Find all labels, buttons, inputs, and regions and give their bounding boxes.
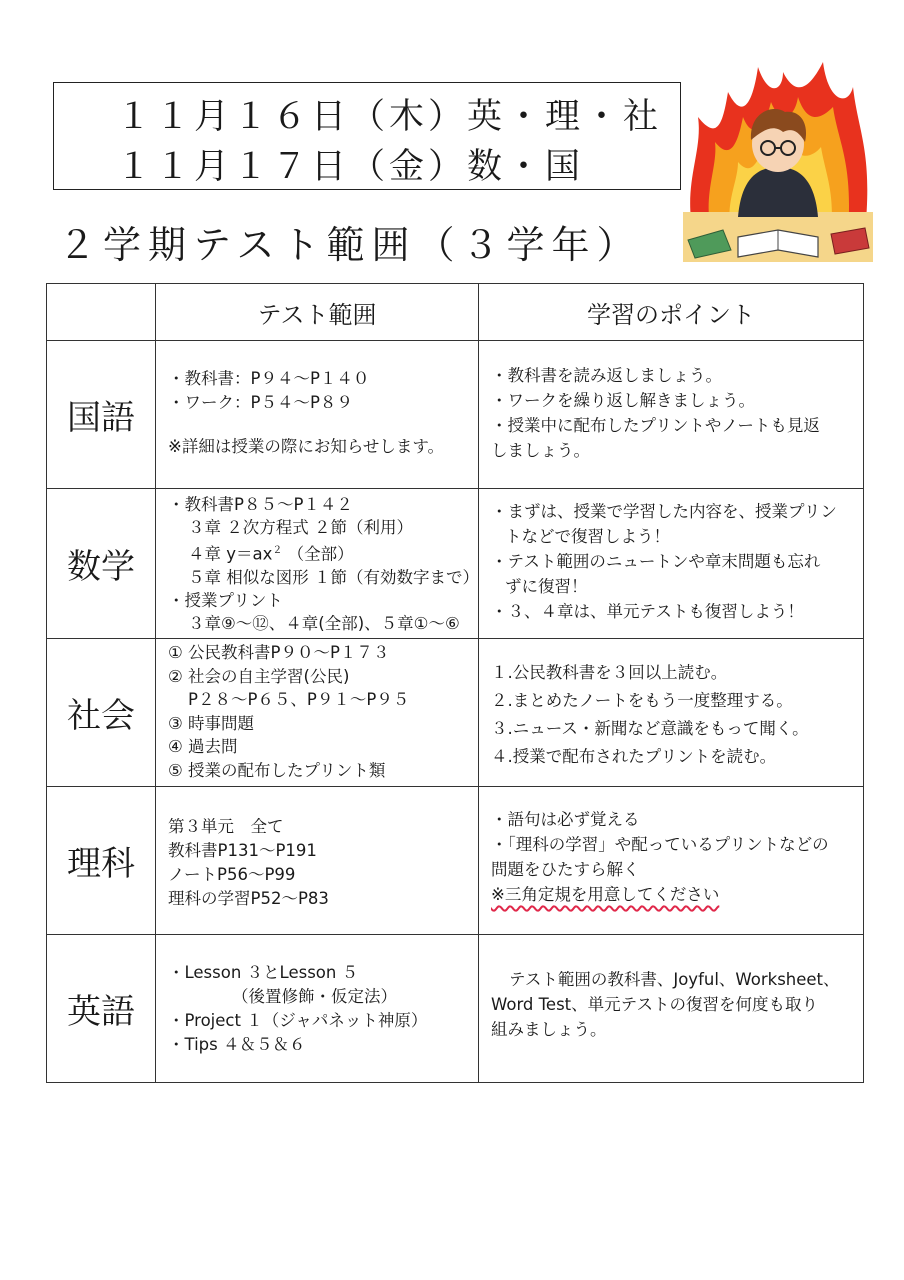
point-line: ・３、４章は、単元テストも復習しよう！ bbox=[491, 602, 804, 621]
range-line: ５章 相似な図形 １節（有効数字まで） bbox=[188, 567, 479, 587]
range-math bbox=[156, 489, 479, 639]
range-line: 教科書P131～P191 bbox=[168, 841, 317, 860]
point-line: １.公民教科書を３回以上読む。 bbox=[491, 663, 728, 682]
point-line: テスト範囲の教科書、Joyful、Worksheet、 bbox=[509, 970, 840, 989]
range-line: ※詳細は授業の際にお知らせします。 bbox=[168, 437, 445, 456]
range-line: ⑤ 授業の配布したプリント類 bbox=[168, 760, 386, 780]
table-header-row bbox=[47, 284, 864, 341]
range-line: ① 公民教科書P９０～P１７３ bbox=[168, 643, 390, 662]
subject-math: 数学 bbox=[47, 489, 156, 639]
point-line: ・授業中に配布したプリントやノートも見返 bbox=[491, 416, 820, 435]
range-social bbox=[156, 639, 479, 787]
range-line bbox=[168, 539, 468, 566]
range-line: ・Lesson ３とLesson ５ bbox=[168, 963, 359, 982]
point-math bbox=[479, 489, 864, 639]
point-line: 組みましょう。 bbox=[491, 1020, 607, 1039]
point-line: ・まずは、授業で学習した内容を、授業プリン bbox=[491, 502, 837, 521]
point-line: Word Test、単元テストの復習を何度も取り bbox=[491, 995, 818, 1014]
header-test-range: テスト範囲 bbox=[156, 284, 479, 341]
table-row bbox=[47, 639, 864, 787]
highlighted-note: ※三角定規を用意してください bbox=[491, 885, 720, 904]
range-line: 理科の学習P52～P83 bbox=[168, 889, 329, 908]
table-row bbox=[47, 489, 864, 639]
point-line: ２.まとめたノートをもう一度整理する。 bbox=[491, 691, 793, 710]
page-title: ２学期テスト範囲（３学年） bbox=[58, 223, 642, 267]
formula-text: ４章 y＝ax bbox=[188, 544, 273, 564]
range-line: ノートP56～P99 bbox=[168, 865, 296, 884]
point-line: ・ワークを繰り返し解きましょう。 bbox=[491, 391, 755, 410]
spacer bbox=[168, 415, 468, 435]
range-line: ④ 過去問 bbox=[168, 737, 238, 756]
point-line: ずに復習！ bbox=[505, 577, 588, 596]
range-line: P２８～P６５、P９１～P９５ bbox=[188, 690, 410, 709]
point-line: 問題をひたすら解く bbox=[491, 860, 640, 879]
test-date-box bbox=[53, 82, 681, 190]
table-row bbox=[47, 787, 864, 935]
point-science bbox=[479, 787, 864, 935]
range-line: ・授業プリント bbox=[168, 590, 283, 610]
table-row bbox=[47, 341, 864, 489]
range-line: （後置修飾・仮定法） bbox=[232, 987, 397, 1006]
range-line: ・Project １（ジャパネット神原） bbox=[168, 1011, 428, 1030]
date-line-2: １１月１７日（金）数・国 bbox=[116, 147, 585, 187]
point-social bbox=[479, 639, 864, 787]
range-line: ② 社会の自主学習(公民) bbox=[168, 666, 350, 686]
range-line: ・教科書：P９４～P１４０ bbox=[168, 369, 370, 388]
range-line: 第３単元 全て bbox=[168, 817, 284, 836]
range-line: ③ 時事問題 bbox=[168, 713, 255, 733]
date-line-1: １１月１６日（木）英・理・社 bbox=[116, 97, 663, 137]
formula-scope: （全部） bbox=[287, 544, 354, 564]
point-english bbox=[479, 935, 864, 1083]
point-line: ・教科書を読み返しましょう。 bbox=[491, 366, 722, 385]
subject-english: 英語 bbox=[47, 935, 156, 1083]
point-line: ・テスト範囲のニュートンや章末問題も忘れ bbox=[491, 552, 821, 571]
range-science bbox=[156, 787, 479, 935]
subject-science: 理科 bbox=[47, 787, 156, 935]
range-line: ・Tips ４＆５＆６ bbox=[168, 1035, 306, 1054]
range-line: ３章⑨～⑫、４章(全部)、５章①～⑥ bbox=[188, 613, 460, 633]
range-line: ３章 ２次方程式 ２節（利用） bbox=[188, 518, 413, 537]
range-japanese bbox=[156, 341, 479, 489]
subject-japanese: 国語 bbox=[47, 341, 156, 489]
range-line: ・ワーク：P５４～P８９ bbox=[168, 393, 353, 412]
subject-social: 社会 bbox=[47, 639, 156, 787]
header-blank bbox=[47, 284, 156, 341]
formula-exponent: ２ bbox=[272, 545, 283, 556]
point-line: しましょう。 bbox=[491, 441, 590, 460]
point-line: ３.ニュース・新聞など意識をもって聞く。 bbox=[491, 719, 809, 738]
point-line: ・「理科の学習」や配っているプリントなどの bbox=[491, 835, 829, 854]
point-line: ・語句は必ず覚える bbox=[491, 810, 640, 829]
range-line: ・教科書P８５～P１４２ bbox=[168, 495, 353, 514]
table-row bbox=[47, 935, 864, 1083]
point-japanese bbox=[479, 341, 864, 489]
point-line: トなどで復習しよう！ bbox=[505, 527, 670, 546]
test-range-table bbox=[46, 283, 864, 1083]
point-line: ４.授業で配布されたプリントを読む。 bbox=[491, 747, 777, 766]
range-english bbox=[156, 935, 479, 1083]
header-study-point: 学習のポイント bbox=[479, 284, 864, 341]
student-studying-illustration bbox=[683, 62, 873, 262]
point-line bbox=[491, 882, 855, 907]
